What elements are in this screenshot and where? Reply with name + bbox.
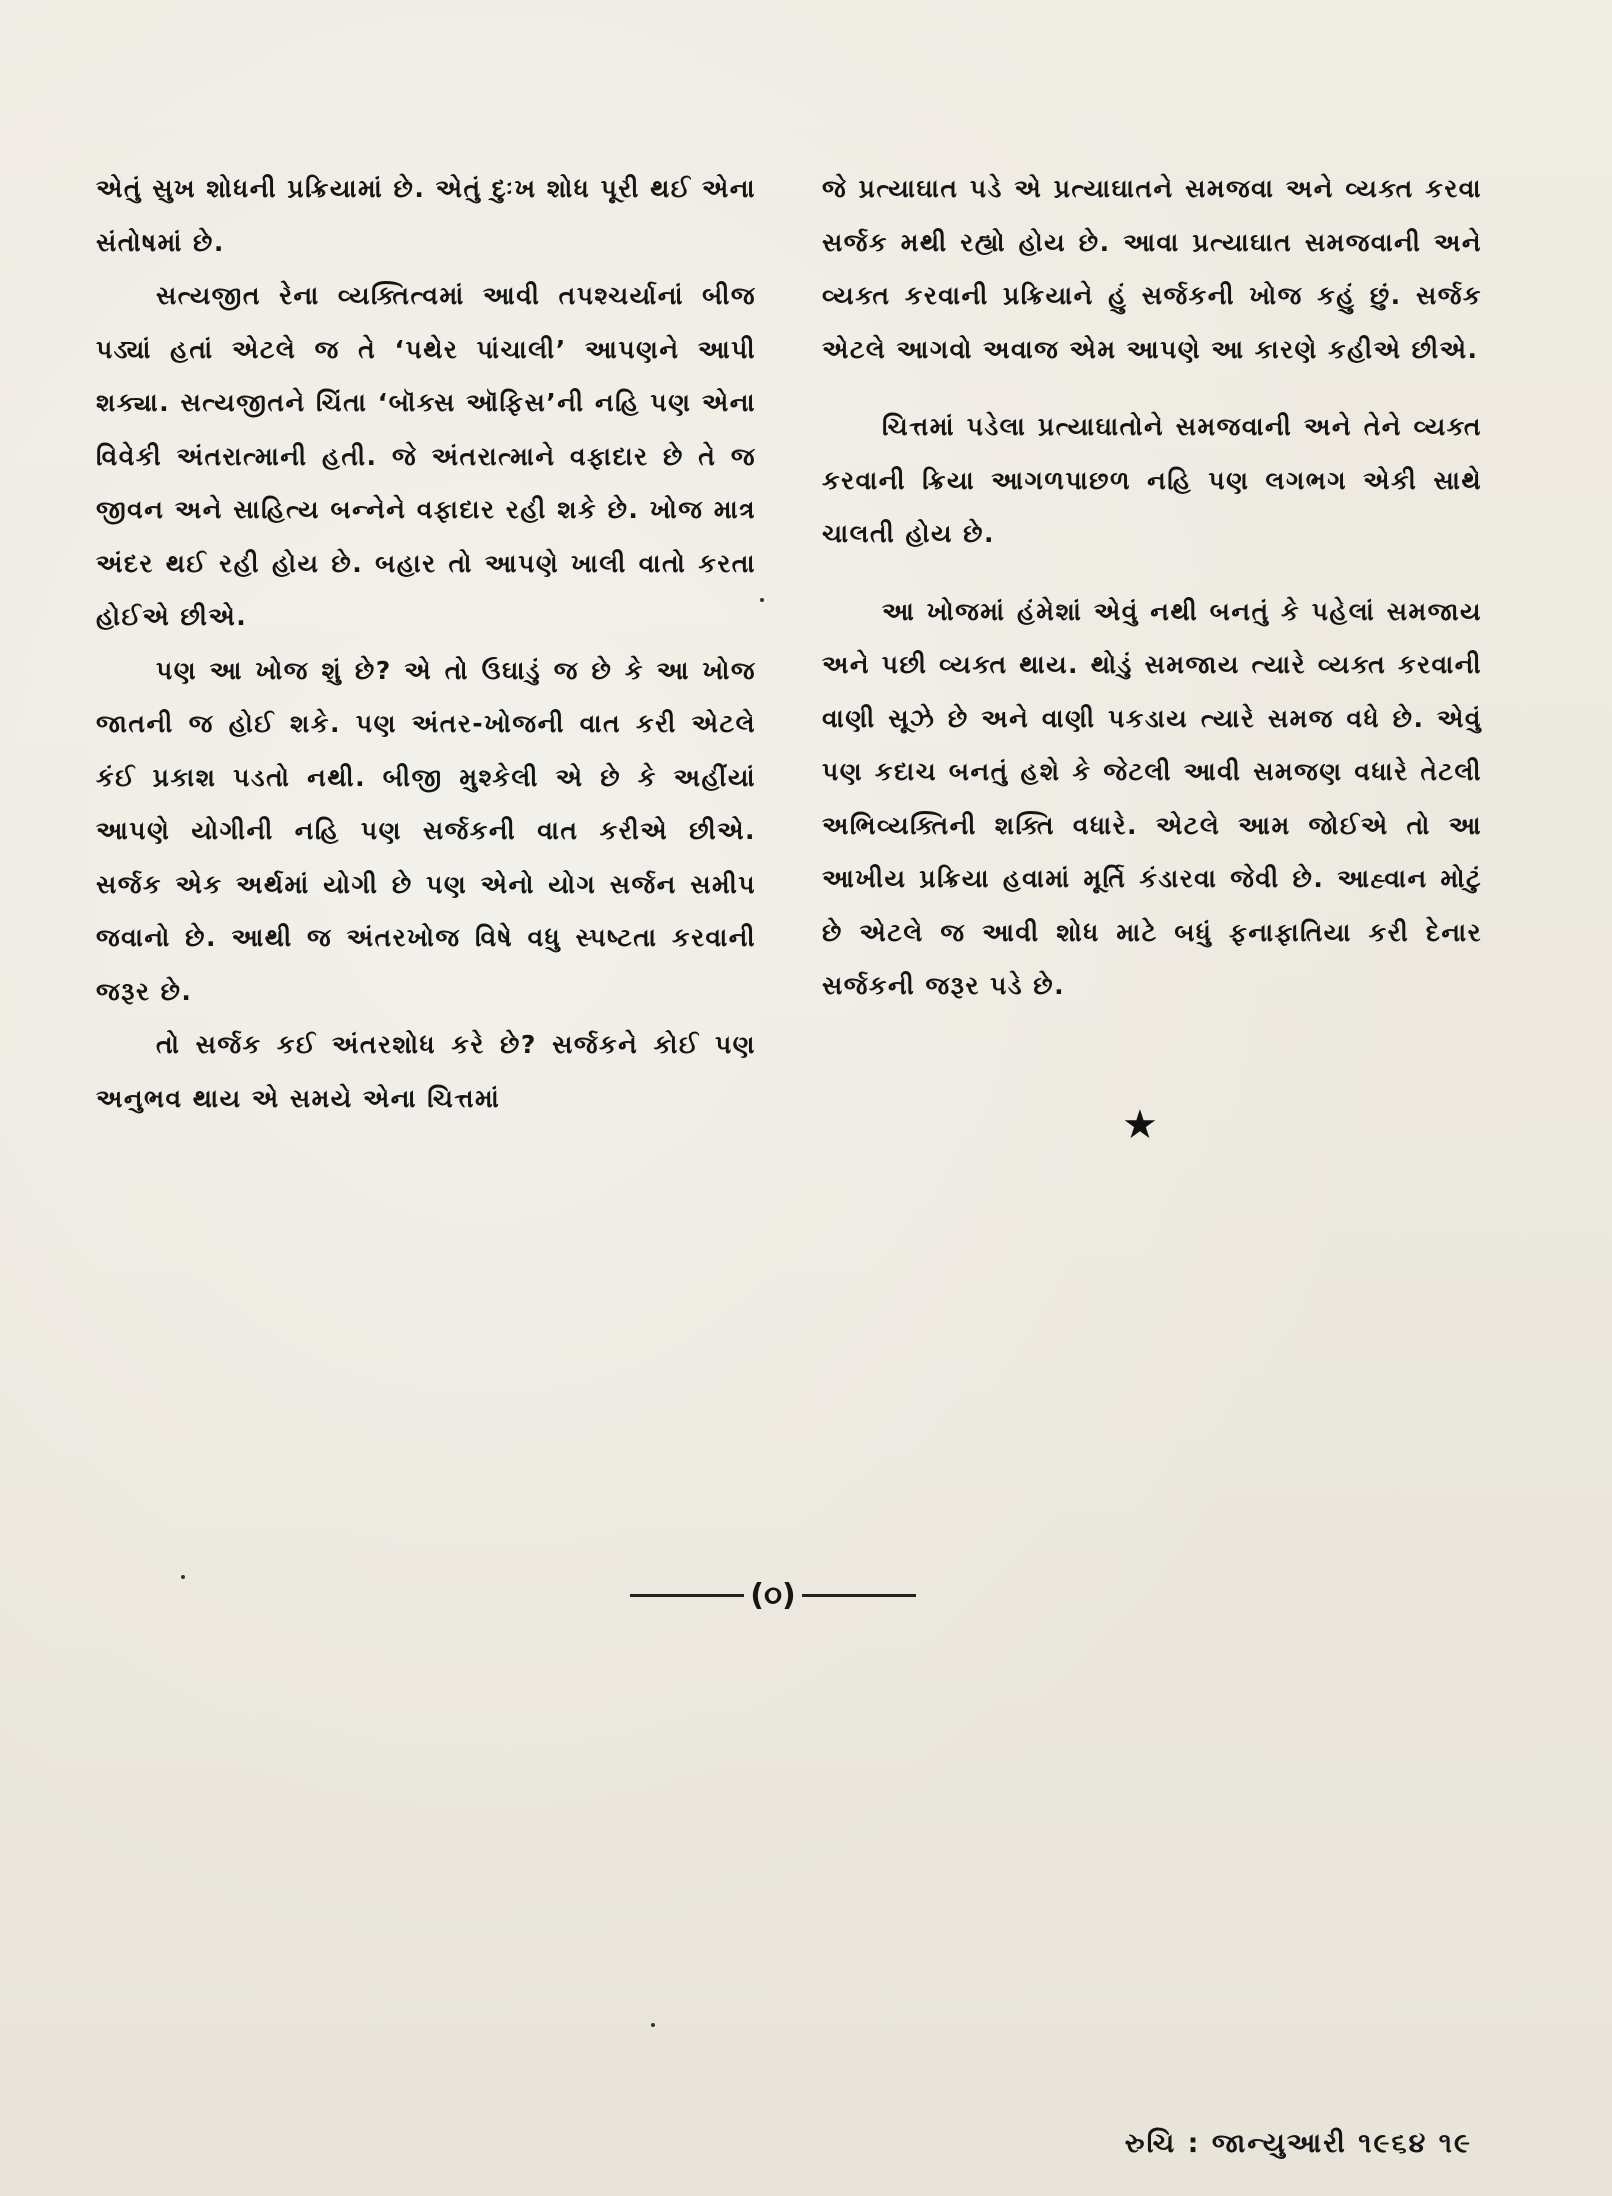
page-number: (૦) [750,1578,796,1613]
page-footer: રુચિ : જાન્યુઆરી ૧૯૬૪ ૧૯ [1124,2128,1472,2159]
page-number-right-rule [802,1594,916,1597]
left-paragraph-1: એતું સુખ શોધની પ્રક્રિયામાં છે. એતું દુઃખ શોધ પૂરી થઈ એના સંતોષમાં છે. [96,174,756,257]
right-paragraph-3: આ ખોજમાં હંમેશાં એવું નથી બનતું કે પહેલાં સમજાય અને પછી વ્યક્ત થાય. થોડું સમજાય ત્યારે વ્યક્ત કરવાની વાણી સૂઝે છે અને વાણી પકડાય ત્યારે સમજ વધે છે. એવું પણ કદાચ બનતું હશે કે જેટલી આવી સમજણ વધારે તેટલી અભિવ્યક્તિની શક્તિ વધારે. એટલે આમ જોઈએ તો આ આખીય પ્રક્રિયા હવામાં મૂર્તિ કંડારવા જેવી છે. આહ્વાન મોટું છે એટલે જ આવી શોધ માટે બધું ફનાફાતિયા કરી દેનાર સર્જકની જરૂર પડે છે. [822,596,1482,1000]
right-column [822,162,1482,1013]
left-paragraph-4: તો સર્જક કઈ અંતરશોધ કરે છે? સર્જકને કોઈ પણ અનુભવ થાય એ સમયે એના ચિત્તમાં [96,1030,756,1113]
left-paragraph-3: પણ આ ખોજ શું છે? એ તો ઉઘાડું જ છે કે આ ખોજ જાતની જ હોઈ શકે. પણ અંતર-ખોજની વાત કરી એટલે કંઈ પ્રકાશ પડતો નથી. બીજી મુશ્કેલી એ છે કે અહીંયાં આપણે યોગીની નહિ પણ સર્જકની વાત કરીએ છીએ. સર્જક એક અર્થમાં યોગી છે પણ એનો યોગ સર્જન સમીપ જવાનો છે. આથી જ અંતરખોજ વિષે વધુ સ્પષ્ટતા કરવાની જરૂર છે. [96,655,756,1006]
left-column [96,162,756,1125]
right-paragraph-1: જે પ્રત્યાઘાત પડે એ પ્રત્યાઘાતને સમજવા અને વ્યક્ત કરવા સર્જક મથી રહ્યો હોય છે. આવા પ્રત્યાઘાત સમજવાની અને વ્યક્ત કરવાની પ્રક્રિયાને હું સર્જકની ખોજ કહું છું. સર્જક એટલે આગવો અવાજ એમ આપણે આ કારણે કહીએ છીએ. [822,174,1482,364]
print-speck [651,2023,655,2027]
print-speck [760,598,764,602]
page-number-left-rule [630,1594,744,1597]
print-speck [181,1575,185,1579]
page-number-marker [630,1578,916,1613]
left-paragraph-2: સત્યજીત રેના વ્યક્તિત્વમાં આવી તપશ્ચર્યાનાં બીજ પડ્યાં હતાં એટલે જ તે ‘પથેર પાંચાલી’ આપણને આપી શક્યા. સત્યજીતને ચિંતા ‘બૉક્સ ઑફિસ’ની નહિ પણ એના વિવેકી અંતરાત્માની હતી. જે અંતરાત્માને વફાદાર છે તે જ જીવન અને સાહિત્ય બન્નેને વફાદાર રહી શકે છે. ખોજ માત્ર અંદર થઈ રહી હોય છે. બહાર તો આપણે ખાલી વાતો કરતા હોઈએ છીએ. [96,281,756,631]
right-paragraph-2: ચિત્તમાં પડેલા પ્રત્યાઘાતોને સમજવાની અને તેને વ્યક્ત કરવાની ક્રિયા આગળપાછળ નહિ પણ લગભગ એકી સાથે ચાલતી હોય છે. [822,412,1482,548]
end-star-icon: ★ [1122,1102,1158,1148]
